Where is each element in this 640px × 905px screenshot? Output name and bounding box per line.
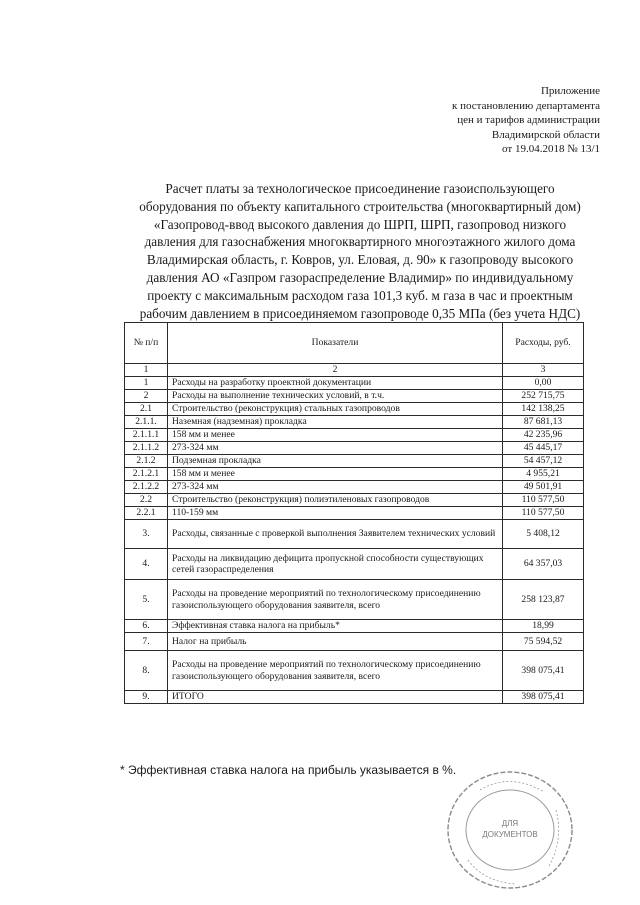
- row-num: 2.2.1: [125, 507, 168, 520]
- row-num: 1: [125, 377, 168, 390]
- row-value: 110 577,50: [503, 507, 584, 520]
- table-row: [125, 507, 584, 520]
- table-row: [125, 377, 584, 390]
- row-value: 258 123,87: [503, 580, 584, 620]
- row-name: 273-324 мм: [168, 481, 503, 494]
- row-value: 18,99: [503, 620, 584, 633]
- row-name: Расходы на ликвидацию дефицита пропускной способности существующих сетей газораспределения: [168, 549, 503, 580]
- row-name: Подземная прокладка: [168, 455, 503, 468]
- approval-header: [340, 84, 600, 157]
- table-row: [125, 390, 584, 403]
- row-name: 273-324 мм: [168, 442, 503, 455]
- row-num: 3.: [125, 520, 168, 549]
- seal-center-text: ДОКУМЕНТОВ: [482, 830, 538, 839]
- row-num: 5.: [125, 580, 168, 620]
- row-name: Налог на прибыль: [168, 633, 503, 651]
- table-row: [125, 429, 584, 442]
- row-value: 398 075,41: [503, 691, 584, 704]
- header-line: от 19.04.2018 № 13/1: [502, 143, 600, 155]
- title-line: давления для газоснабжения многоквартирного многоэтажного жилого дома: [144, 234, 576, 250]
- footnote: * Эффективная ставка налога на прибыль указывается в %.: [120, 763, 457, 777]
- row-name: Строительство (реконструкция) стальных газопроводов: [168, 403, 503, 416]
- row-num: 2.1.2.1: [125, 468, 168, 481]
- header-line: цен и тарифов администрации: [457, 114, 600, 126]
- table-row: [125, 455, 584, 468]
- stamp-seal: [440, 760, 580, 890]
- title-line: проекту с максимальным расходом газа 101,3 куб. м газа в час и проектным: [147, 287, 573, 303]
- table-row-total: [125, 691, 584, 704]
- row-num: 6.: [125, 620, 168, 633]
- row-value: 75 594,52: [503, 633, 584, 651]
- header-line: к постановлению департамента: [452, 99, 600, 112]
- row-num: 2.2: [125, 494, 168, 507]
- row-value: 110 577,50: [503, 494, 584, 507]
- table-row: [125, 481, 584, 494]
- table-row: [125, 580, 584, 620]
- table-row: [125, 403, 584, 416]
- row-value: 42 235,96: [503, 429, 584, 442]
- col-number: 1: [125, 364, 168, 377]
- row-value: 64 357,03: [503, 549, 584, 580]
- row-value: 252 715,75: [503, 390, 584, 403]
- header-line: Приложение: [540, 85, 600, 97]
- row-name: 110-159 мм: [168, 507, 503, 520]
- row-name: 158 мм и менее: [168, 468, 503, 481]
- row-num: 2.1: [125, 403, 168, 416]
- row-name: Расходы на разработку проектной документации: [168, 377, 503, 390]
- table-row: [125, 494, 584, 507]
- table-row: [125, 549, 584, 580]
- row-name: Расходы, связанные с проверкой выполнения Заявителем технических условий: [168, 520, 503, 549]
- row-num: 2.1.2.2: [125, 481, 168, 494]
- table-row: [125, 416, 584, 429]
- row-name: Эффективная ставка налога на прибыль*: [168, 620, 503, 633]
- row-num: 2.1.1.1: [125, 429, 168, 442]
- row-value: 87 681,13: [503, 416, 584, 429]
- cost-table: [124, 322, 584, 704]
- table-row: [125, 633, 584, 651]
- header-num: № п/п: [125, 323, 168, 364]
- row-name: Наземная (надземная) прокладка: [168, 416, 503, 429]
- row-name: ИТОГО: [168, 691, 503, 704]
- row-num: 9.: [125, 691, 168, 704]
- row-name: Расходы на проведение мероприятий по технологическому присоединению газоиспользующего оборудования заявителя, всего: [168, 651, 503, 691]
- title-line: рабочим давлением в присоединяемом газопроводе 0,35 МПа (без учета НДС): [139, 305, 581, 321]
- title-line: Расчет платы за технологическое присоединение газоиспользующего: [165, 181, 555, 196]
- row-num: 2: [125, 390, 168, 403]
- table-row: [125, 468, 584, 481]
- row-value: 0,00: [503, 377, 584, 390]
- document-title: [100, 180, 620, 322]
- title-line: «Газопровод-ввод высокого давления до ШРП, ШРП, газопровод низкого: [153, 216, 567, 232]
- col-number: 3: [503, 364, 584, 377]
- row-num: 2.1.2: [125, 455, 168, 468]
- table-header-row: [125, 323, 584, 364]
- column-number-row: [125, 364, 584, 377]
- row-num: 8.: [125, 651, 168, 691]
- table-row: [125, 520, 584, 549]
- title-line: Владимирская область, г. Ковров, ул. Еловая, д. 90» к газопроводу высокого: [146, 252, 574, 268]
- header-name: Показатели: [168, 323, 503, 364]
- row-name: Строительство (реконструкция) полиэтиленовых газопроводов: [168, 494, 503, 507]
- seal-center-text: ДЛЯ: [501, 819, 519, 828]
- title-line: давления АО «Газпром газораспределение Владимир» по индивидуальному: [146, 269, 574, 285]
- title-line: оборудования по объекту капитального строительства (многоквартирный дом): [139, 198, 581, 214]
- header-line: Владимирской области: [491, 128, 600, 141]
- row-value: 4 955,21: [503, 468, 584, 481]
- row-name: Расходы на выполнение технических условий, в т.ч.: [168, 390, 503, 403]
- row-num: 7.: [125, 633, 168, 651]
- header-value: Расходы, руб.: [503, 323, 584, 364]
- row-value: 398 075,41: [503, 651, 584, 691]
- row-value: 142 138,25: [503, 403, 584, 416]
- table-row: [125, 651, 584, 691]
- row-name: Расходы на проведение мероприятий по технологическому присоединению газоиспользующего оборудования заявителя, всего: [168, 580, 503, 620]
- table-row: [125, 620, 584, 633]
- row-value: 49 501,91: [503, 481, 584, 494]
- col-number: 2: [168, 364, 503, 377]
- row-num: 2.1.1.2: [125, 442, 168, 455]
- table-row: [125, 442, 584, 455]
- row-num: 4.: [125, 549, 168, 580]
- row-num: 2.1.1.: [125, 416, 168, 429]
- row-value: 5 408,12: [503, 520, 584, 549]
- row-value: 54 457,12: [503, 455, 584, 468]
- row-value: 45 445,17: [503, 442, 584, 455]
- row-name: 158 мм и менее: [168, 429, 503, 442]
